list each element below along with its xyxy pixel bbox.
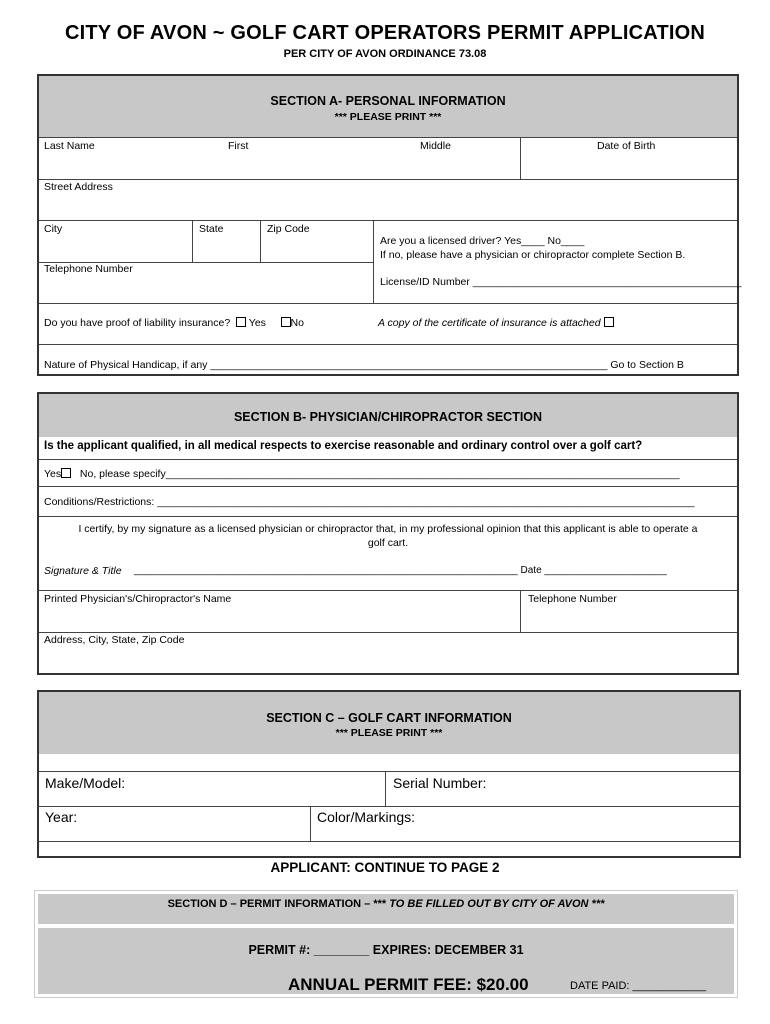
middle-name-label: Middle	[420, 140, 451, 152]
section-a-subheading: *** PLEASE PRINT ***	[334, 111, 442, 123]
divider	[373, 220, 374, 303]
certify-text-line-2: golf cart.	[367, 537, 409, 549]
divider	[385, 771, 386, 806]
qualified-yes-label: Yes	[44, 468, 62, 480]
divider	[39, 486, 737, 487]
qualified-question: Is the applicant qualified, in all medical respects to exercise reasonable and ordinary control over a golf cart?	[44, 440, 643, 452]
section-d-heading	[38, 898, 734, 910]
telephone-label: Telephone Number	[44, 263, 133, 275]
divider	[39, 771, 739, 772]
divider	[39, 516, 737, 517]
date-paid-field: DATE PAID: ____________	[570, 980, 706, 992]
insurance-yes-checkbox[interactable]	[236, 317, 246, 327]
qualified-answer	[44, 468, 680, 480]
insurance-attached-text: A copy of the certificate of insurance is attached	[378, 317, 601, 329]
zip-code-label: Zip Code	[267, 223, 310, 235]
divider	[39, 841, 739, 842]
divider	[260, 220, 261, 262]
annual-fee: ANNUAL PERMIT FEE: $20.00	[288, 975, 529, 994]
signature-line: _____________________________________________________________________ Date ______________________	[134, 565, 667, 576]
page-subtitle: PER CITY OF AVON ORDINANCE 73.08	[283, 48, 487, 60]
insurance-no-label: No	[290, 317, 304, 329]
divider	[520, 137, 521, 179]
page-title: CITY OF AVON ~ GOLF CART OPERATORS PERMIT APPLICATION	[64, 22, 706, 44]
physician-name-label: Printed Physician's/Chiropractor's Name	[44, 593, 232, 605]
handicap-field: Nature of Physical Handicap, if any ____________________________________________________________________ Go to Section B	[44, 359, 684, 371]
section-b-heading: SECTION B- PHYSICIAN/CHIROPRACTOR SECTION	[233, 410, 543, 424]
state-label: State	[199, 223, 224, 235]
section-c-heading: SECTION C – GOLF CART INFORMATION	[266, 711, 512, 725]
divider	[39, 459, 737, 460]
qualified-yes-checkbox[interactable]	[61, 468, 71, 478]
make-model-label: Make/Model:	[45, 775, 126, 791]
insurance-question	[44, 317, 304, 329]
last-name-label: Last Name	[44, 140, 95, 152]
section-d-heading-italic: TO BE FILLED OUT BY CITY OF AVON ***	[389, 898, 605, 910]
year-label: Year:	[45, 809, 78, 825]
insurance-attached-checkbox[interactable]	[604, 317, 614, 327]
permit-number-field: PERMIT #: ________ EXPIRES: DECEMBER 31	[248, 943, 524, 957]
divider	[310, 806, 311, 841]
first-name-label: First	[228, 140, 249, 152]
section-d-heading-text: SECTION D – PERMIT INFORMATION – ***	[167, 898, 390, 910]
insurance-no-checkbox[interactable]	[281, 317, 291, 327]
continue-note: APPLICANT: CONTINUE TO PAGE 2	[270, 860, 500, 875]
section-c-subheading: *** PLEASE PRINT ***	[335, 727, 443, 739]
license-id-label: License/ID Number ______________________________________________	[380, 276, 742, 288]
insurance-question-text: Do you have proof of liability insurance?	[44, 317, 231, 329]
conditions-field: Conditions/Restrictions: ____________________________________________________________________________________________	[44, 496, 695, 508]
divider	[39, 220, 737, 221]
physician-address-label: Address, City, State, Zip Code	[44, 634, 185, 646]
certify-text-line-1: I certify, by my signature as a licensed physician or chiropractor that, in my professional opinion that this applicant is able to operate a	[78, 523, 698, 535]
divider	[39, 590, 737, 591]
insurance-yes-label: Yes	[248, 317, 266, 329]
physician-telephone-label: Telephone Number	[528, 593, 617, 605]
divider	[520, 590, 521, 632]
divider	[39, 137, 737, 138]
licensed-driver-note: If no, please have a physician or chiropractor complete Section B.	[380, 249, 686, 261]
serial-number-label: Serial Number:	[393, 775, 487, 791]
divider	[39, 179, 737, 180]
divider	[192, 220, 193, 262]
color-markings-label: Color/Markings:	[317, 809, 416, 825]
divider	[39, 303, 737, 304]
insurance-attached-note	[378, 317, 614, 329]
divider	[39, 344, 737, 345]
city-label: City	[44, 223, 63, 235]
street-address-label: Street Address	[44, 181, 113, 193]
divider	[39, 632, 737, 633]
qualified-no-specify: No, please specify________________________________________________________________________________________	[79, 468, 680, 480]
signature-label: Signature & Title	[44, 565, 122, 577]
dob-label: Date of Birth	[597, 140, 656, 152]
section-a-heading: SECTION A- PERSONAL INFORMATION	[270, 94, 506, 108]
licensed-driver-question: Are you a licensed driver? Yes____ No____	[380, 235, 585, 247]
divider	[39, 806, 739, 807]
